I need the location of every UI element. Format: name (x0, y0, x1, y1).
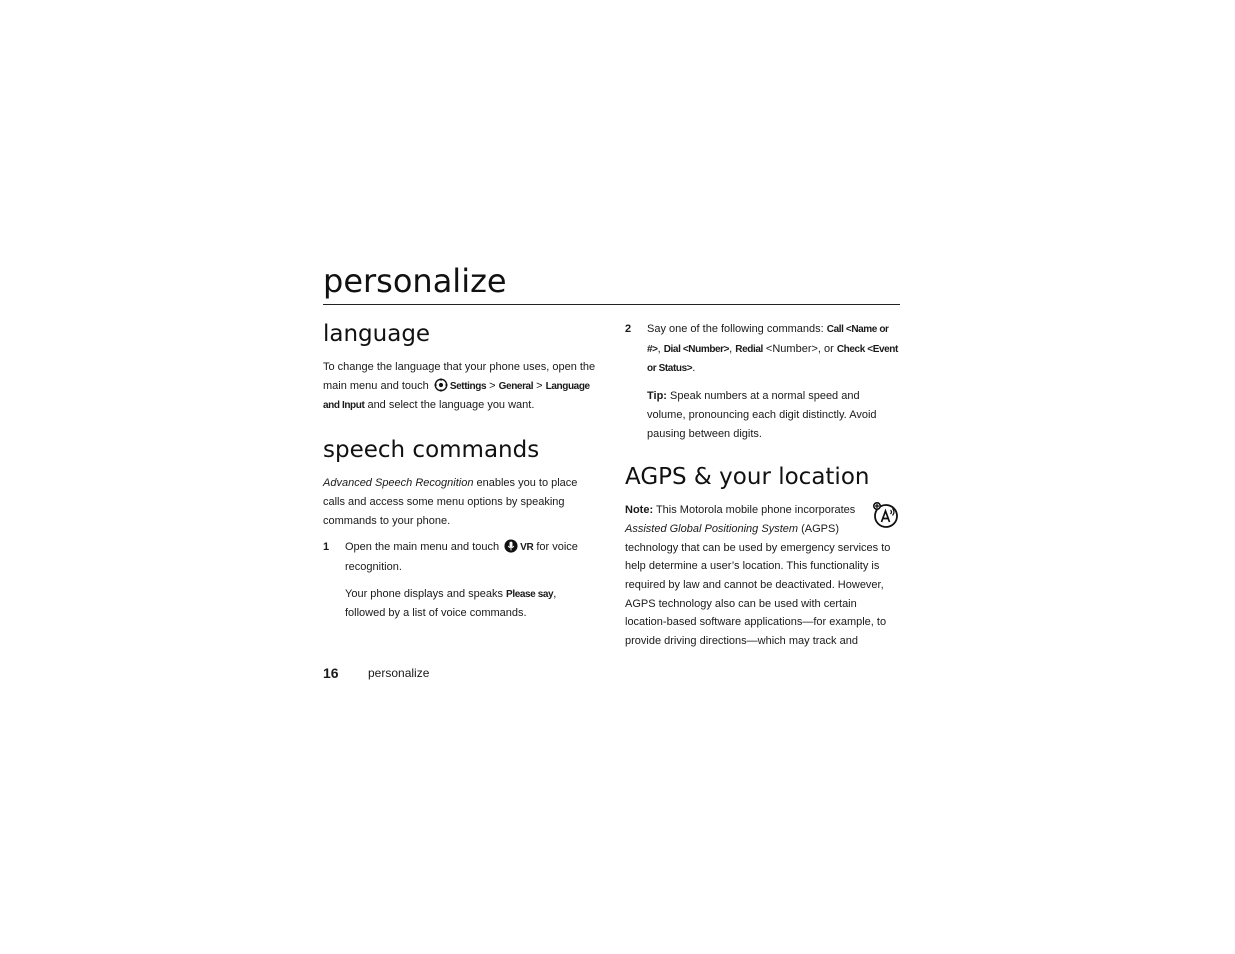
redial-number-text: <Number>, or (762, 342, 837, 355)
step-1-sub (345, 585, 599, 623)
speech-intro-italic: Advanced Speech Recognition (323, 477, 474, 490)
agps-heading: AGPS & your location (625, 464, 870, 491)
step-2-number: 2 (625, 323, 632, 335)
path-sep-1: > (486, 379, 499, 392)
microphone-icon (504, 539, 518, 553)
agps-note (625, 501, 900, 651)
redial-command: Redial (735, 343, 763, 355)
step-1-text-b: for voice recognition. (345, 541, 578, 573)
page-number: 16 (323, 665, 339, 681)
tip-paragraph (647, 387, 900, 443)
speech-intro (323, 474, 599, 530)
tip-label: Tip: (647, 390, 667, 403)
comma-1: , (657, 342, 664, 355)
path-language-input: Language and Input (323, 380, 590, 412)
agps-note-text (625, 501, 900, 651)
footer-section: personalize (368, 666, 430, 680)
page-title: personalize (323, 262, 507, 300)
language-text: To change the language that your phone uses, open the main menu and touch (323, 361, 596, 392)
step-2 (625, 320, 900, 443)
note-text-a: This Motorola mobile phone incorporates (653, 504, 856, 517)
note-italic: Assisted Global Positioning System (625, 522, 799, 535)
vr-command: VR (520, 542, 534, 554)
tip-text: Speak numbers at a normal speed and volume, pronouncing each digit distinctly. Avoid pausing between digits. (647, 390, 877, 440)
path-general: General (498, 380, 534, 392)
check-command: Check <Event or Status> (647, 343, 898, 375)
step-2-text-a: Say one of the following commands: (647, 323, 827, 335)
step-1-text-a: Open the main menu and touch (345, 541, 500, 554)
call-command: Call <Name or #> (647, 324, 889, 355)
speech-heading: speech commands (323, 437, 540, 464)
please-say-command: Please say (506, 588, 554, 600)
title-divider (323, 304, 900, 305)
left-column (323, 318, 599, 623)
dial-command: Dial <Number> (663, 343, 730, 355)
language-end-text: and select the language you want. (364, 399, 535, 412)
language-heading: language (323, 321, 431, 347)
step-1-sub-b: , followed by a list of voice commands. (345, 587, 557, 620)
path-settings: Settings (449, 380, 487, 392)
comma-2: , (729, 342, 736, 355)
path-sep-2: > (533, 379, 546, 392)
language-paragraph (323, 358, 599, 416)
step-1-number: 1 (323, 541, 330, 554)
note-label: Note: (625, 504, 654, 517)
agps-location-icon (872, 501, 900, 529)
period: . (692, 362, 696, 375)
speech-intro-rest: enables you to place calls and access some menu options by speaking commands to your phone. (323, 477, 578, 527)
step-1-text (345, 538, 599, 576)
note-text-b: (AGPS) technology that can be used by emergency services to help determine a user’s location. This functionality is required by law and cannot be deactivated. However, AGPS technology also can be used with certain location-based software applications—for example, to provide driving directions—which may track and (625, 522, 891, 648)
right-column (625, 320, 900, 651)
step-2-text (647, 320, 900, 379)
step-1 (323, 538, 599, 623)
step-1-sub-a: Your phone displays and speaks (345, 587, 507, 600)
settings-gear-icon (434, 378, 448, 392)
